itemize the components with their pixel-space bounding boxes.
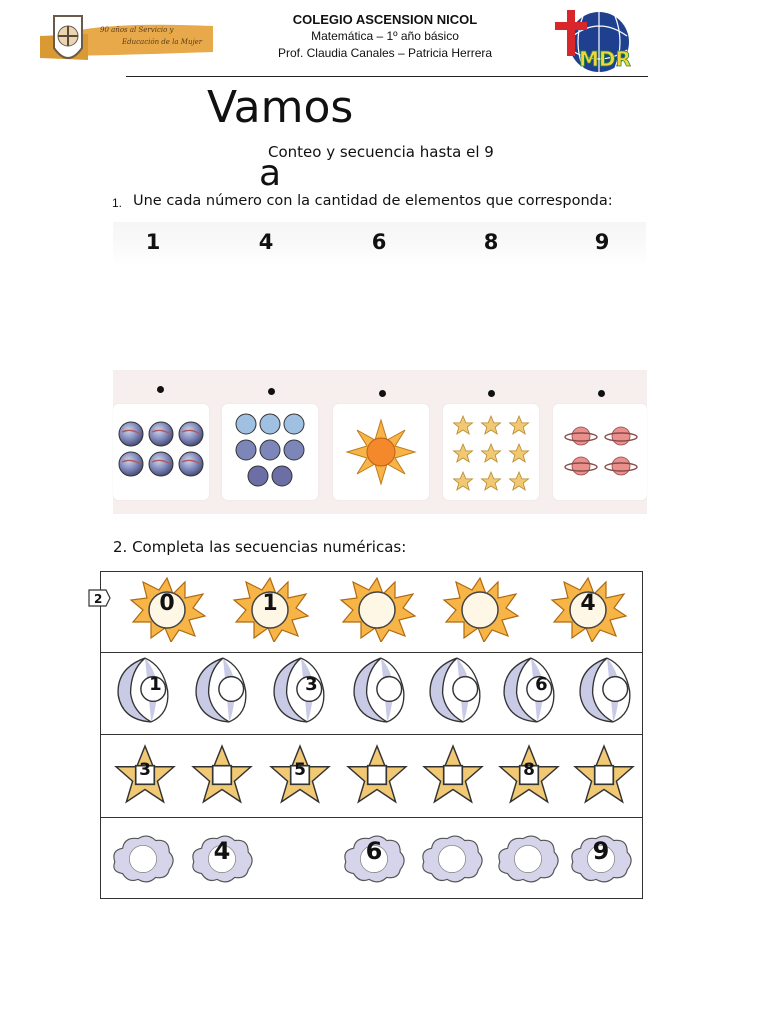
moon-cell[interactable] [192,656,254,724]
mdr-logo-text: MDR [579,47,631,71]
sun-icon [337,576,417,642]
star-icon [422,744,484,806]
connect-dot[interactable] [598,390,605,397]
moon-icon [426,656,488,724]
teachers-line: Prof. Claudia Canales – Patricia Herrera [277,46,493,60]
sun-cell [127,576,207,642]
cloud-cell [567,830,635,886]
cloud-icon [494,830,562,886]
sun-icon [333,404,429,500]
number-1: 1 [145,230,161,254]
moon-icon [576,656,638,724]
sun-cell-number: 1 [262,591,278,617]
logo-motto-line2: Educación de la Mujer [122,38,203,46]
moon-cell-number: 3 [305,673,318,695]
cloud-icon [109,830,177,886]
sun-cell [230,576,310,642]
mdr-logo [553,6,633,76]
star-cell-number: 3 [139,760,151,781]
number-4: 4 [258,230,274,254]
star-cell [498,744,560,806]
star-cell-number: 8 [523,760,535,781]
subject-line: Matemática – 1º año básico [311,29,459,43]
star-cell [269,744,331,806]
moon-cell [114,656,176,724]
group-sun [333,404,429,500]
school-name: COLEGIO ASCENSION NICOL [292,12,478,27]
moon-cell[interactable] [426,656,488,724]
cloud-cell-number: 6 [365,837,383,866]
page-title: Vamos [207,82,354,133]
stray-letter: a [259,153,282,194]
star-icon [191,744,253,806]
page-subtitle: Conteo y secuencia hasta el 9 [268,143,494,161]
cloud-cell[interactable] [109,830,177,886]
saturn-icon [553,404,647,500]
star-icon [443,404,539,500]
planet-ball-icon [113,404,209,500]
star-icon [346,744,408,806]
exercise-badge [86,586,112,610]
sun-cell[interactable] [337,576,417,642]
header-block [220,12,550,62]
sun-cell [548,576,628,642]
row-divider [101,817,642,818]
sun-cell-number: 0 [159,591,175,617]
star-icon [573,744,635,806]
star-cell[interactable] [346,744,408,806]
sun-cell[interactable] [440,576,520,642]
cloud-cell-number: 9 [592,837,610,866]
blue-ball-icon [222,404,318,500]
connect-dot[interactable] [488,390,495,397]
exercise-1-instruction: Une cada número con la cantidad de elementos que corresponda: [133,193,613,209]
exercise-badge-number: 2 [94,592,103,606]
moon-cell-number: 1 [149,673,162,695]
cloud-cell [340,830,408,886]
connect-dot[interactable] [157,386,164,393]
cloud-cell[interactable] [494,830,562,886]
header-divider [126,76,648,77]
sun-cell-number: 4 [580,591,596,617]
group-stars [443,404,539,500]
logo-motto-line1: 90 años al Servicio y [100,26,174,34]
moon-icon [350,656,412,724]
exercise-2-instruction: 2. Completa las secuencias numéricas: [113,538,407,556]
star-cell[interactable] [191,744,253,806]
star-cell[interactable] [573,744,635,806]
row-divider [101,734,642,735]
moon-cell [270,656,332,724]
star-cell[interactable] [422,744,484,806]
moon-cell [500,656,562,724]
row-divider [101,652,642,653]
connect-dot[interactable] [379,390,386,397]
cloud-cell [188,830,256,886]
group-saturns [553,404,647,500]
star-cell [114,744,176,806]
moon-cell[interactable] [576,656,638,724]
number-6: 6 [371,230,387,254]
number-8: 8 [483,230,499,254]
cloud-cell-number: 4 [213,837,231,866]
connect-dot[interactable] [268,388,275,395]
star-cell-number: 5 [294,760,306,781]
moon-cell-number: 6 [535,673,548,695]
cloud-cell[interactable] [418,830,486,886]
group-planets [113,404,209,500]
exercise-1-number: 1. [112,196,123,210]
moon-icon [192,656,254,724]
moon-cell[interactable] [350,656,412,724]
number-9: 9 [594,230,610,254]
group-blue-balls [222,404,318,500]
school-logo [38,12,213,70]
sun-icon [440,576,520,642]
cloud-icon [418,830,486,886]
